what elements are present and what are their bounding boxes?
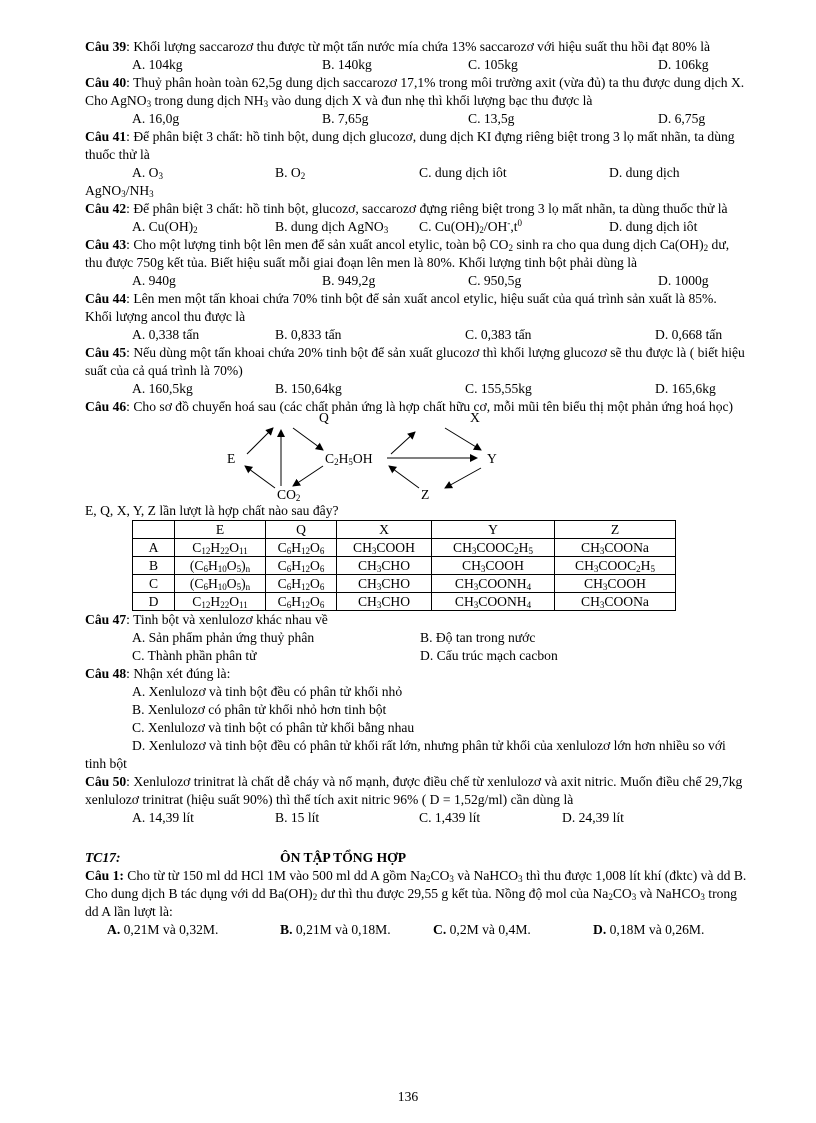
options (107, 921, 747, 939)
question-number: Câu 42 (85, 201, 127, 216)
cell-q: $C_6H_{12}O_6$ (266, 557, 337, 575)
header-cell: E (175, 521, 266, 539)
cell-e: $C_{12}H_{22}O_{11}$ (175, 539, 266, 557)
cell-z: $CH_3COOH$ (555, 575, 676, 593)
option-d[interactable]: D. 165,6kg (655, 381, 716, 396)
option-d[interactable]: D. 0,18M và 0,26M. (593, 922, 705, 937)
option-a[interactable]: A. $O_3$ (132, 165, 163, 181)
header-cell: Z (555, 521, 676, 539)
option-d[interactable]: D. Cấu trúc mạch cacbon (420, 648, 558, 663)
cell-q: $C_6H_{12}O_6$ (266, 539, 337, 557)
option-a[interactable]: A. 0,21M và 0,32M. (107, 922, 219, 937)
cell-e: $C_{12}H_{22}O_{11}$ (175, 593, 266, 611)
question-text: sinh ra cho qua dung dịch Ca(OH) (512, 237, 704, 252)
question-text: : Để phân biệt 3 chất: hồ tinh bột, glucozơ, saccarozơ đựng riêng biệt trong 3 lọ mất nhãn, ta dùng thuốc thử là (126, 201, 728, 216)
cell-e: $(C_6H_{10}O_5)_n$ (175, 557, 266, 575)
arrow-x-to-y (445, 428, 481, 450)
question-number: Câu 47 (85, 612, 127, 627)
question-text: : Thuỷ phân hoàn toàn 62,5g dung dịch saccarozơ 17,1% trong môi trường axit (vừa đủ) ta thu được dung dịch X. Cho AgNO (85, 75, 745, 108)
option-b[interactable]: B. 0,21M và 0,18M. (280, 922, 391, 937)
question-48 (85, 665, 747, 773)
question-46-prompt: E, Q, X, Y, Z lần lượt là hợp chất nào sau đây? (85, 503, 339, 518)
header-cell: X (337, 521, 432, 539)
row-label: A (133, 539, 175, 557)
question-number: Câu 45 (85, 345, 127, 360)
question-text: : Để phân biệt 3 chất: hồ tinh bột, dung dịch glucozơ, dung dịch KI đựng riêng biệt trong 3 lọ mất nhãn, ta dùng thuốc thử là (85, 129, 735, 162)
option-a[interactable]: A. 14,39 lít (132, 810, 194, 825)
question-number: Câu 50 (85, 774, 127, 789)
question-text: : Nhận xét đúng là: (126, 666, 231, 681)
option-d[interactable]: D. 6,75g (658, 111, 706, 126)
option-c[interactable]: C. 155,55kg (465, 381, 532, 396)
options (132, 218, 747, 236)
option-d[interactable]: D. Xenlulozơ và tinh bột đều có phân tử khối rất lớn, nhưng phân tử khối của xenlulozơ lớn hơn nhiều so với tinh bột (85, 738, 726, 771)
arrow-e-to-q (247, 428, 273, 454)
question-text: : Xenlulozơ trinitrat là chất dễ cháy và nổ mạnh, được điều chế từ xenlulozơ và axit nitric. Muốn điều chế 29,7kg xenlulozơ trinitrat (hiệu suất 90%) thì thể tích axit nitric 96% ( D = 1,52g/ml) cần dùng là (85, 774, 743, 807)
label-q: Q (319, 410, 329, 425)
cell-x: $CH_3COOH$ (337, 539, 432, 557)
label-z: Z (421, 487, 430, 502)
header-cell: Y (432, 521, 555, 539)
row-label: B (133, 557, 175, 575)
options (132, 629, 747, 647)
label-c2h5oh: $C_2H_5OH$ (325, 451, 373, 467)
option-d-continued: $AgNO_3/NH_3$ (85, 183, 154, 199)
arrow-z-to-c2h5oh (389, 466, 419, 488)
option-a[interactable]: A. Sản phẩm phản ứng thuỷ phân (132, 630, 315, 645)
cell-y: $CH_3COOH$ (432, 557, 555, 575)
header-cell: Q (266, 521, 337, 539)
arrow-co2-to-e (245, 466, 275, 488)
options (132, 272, 747, 290)
question-text: dư, thu được 750g kết tủa. Biết hiệu suất mỗi giai đoạn lên men là 80%. Khối lượng tinh bột phải dùng là (85, 237, 730, 270)
option-b[interactable]: B. dung dịch AgNO$_3$ (275, 219, 389, 235)
question-text: : Cho sơ đồ chuyển hoá sau (các chất phản ứng là hợp chất hữu cơ, mỗi mũi tên biểu thị một phản ứng hoá học) (126, 399, 734, 414)
option-a[interactable]: A. 0,338 tấn (132, 327, 200, 342)
label-y: Y (487, 451, 497, 466)
label-x: X (470, 410, 480, 425)
option-c[interactable]: C. Thành phần phân tử (132, 648, 257, 663)
row-label: C (133, 575, 175, 593)
cell-y: $CH_3COOC_2H_5$ (432, 539, 555, 557)
option-b[interactable]: B. 150,64kg (275, 381, 342, 396)
table-row-c[interactable] (133, 575, 676, 593)
page-number: 136 (397, 1089, 419, 1104)
question-47 (85, 611, 747, 665)
question-45 (85, 344, 747, 398)
question-number: Câu 48 (85, 666, 127, 681)
options (132, 56, 747, 74)
cell-q: $C_6H_{12}O_6$ (266, 575, 337, 593)
option-c[interactable]: C. 950,5g (468, 273, 522, 288)
option-c[interactable]: C. 105kg (468, 57, 518, 72)
question-50 (85, 773, 747, 827)
option-c[interactable]: C. 0,383 tấn (465, 327, 532, 342)
question-number: Câu 1: (85, 868, 124, 883)
question-text: : Khối lượng saccarozơ thu được từ một tấn nước mía chứa 13% saccarozơ với hiệu suất thu hồi đạt 80% là (126, 39, 711, 54)
option-a[interactable]: A. 104kg (132, 57, 183, 72)
options (132, 809, 747, 827)
table-row-a[interactable] (133, 539, 676, 557)
answer-table (132, 520, 676, 611)
options (132, 647, 747, 665)
options (132, 326, 747, 344)
question-text: vào dung dịch X và đun nhẹ thì khối lượng bạc thu được là (268, 93, 593, 108)
option-b[interactable]: B. 949,2g (322, 273, 376, 288)
question-40: Câu 40: Thuỷ phân hoàn toàn 62,5g dung dịch saccarozơ 17,1% trong môi trường axit (vừa đủ) ta thu được dung dịch X. Cho AgNO$_3$ trong dung dịch $NH_3$ vào dung dịch X và đun nhẹ thì khối lượng bạc thu được là A. 16,0g B. 7,65g C. 13,5g D. 6,75g (85, 74, 747, 128)
option-d[interactable]: D. 1000g (658, 273, 709, 288)
option-b[interactable]: B. Độ tan trong nước (420, 630, 536, 645)
option-a[interactable]: A. 160,5kg (132, 381, 193, 396)
reaction-diagram (85, 410, 747, 503)
option-b[interactable]: B. Xenlulozơ có phân tử khối nhỏ hơn tinh bột (132, 702, 387, 717)
question-43: Câu 43: Cho một lượng tinh bột lên men để sản xuất ancol etylic, toàn bộ $CO_2$ sinh ra cho qua dung dịch $Ca(OH)_2$ dư, thu được 750g kết tủa. Biết hiệu suất mỗi giai đoạn lên men là 80%. Khối lượng tinh bột phải dùng là A. 940g B. 949,2g C. 950,5g D. 1000g (85, 236, 747, 290)
table-row-d[interactable] (133, 593, 676, 611)
question-text: : Lên men một tấn khoai chứa 70% tinh bột để sản xuất ancol etylic, hiệu suất của quá trình sản xuất là 85%. Khối lượng ancol thu được là (85, 291, 717, 324)
question-number: Câu 43 (85, 237, 127, 252)
section-code: TC17: (85, 850, 121, 865)
cell-x: $CH_3CHO$ (337, 593, 432, 611)
cell-x: $CH_3CHO$ (337, 557, 432, 575)
options (132, 380, 747, 398)
question-text: : Tinh bột và xenlulozơ khác nhau về (126, 612, 328, 627)
arrow-c2h5oh-to-co2 (293, 466, 323, 486)
arrow-c2h5oh-to-x (391, 432, 415, 454)
question-46 (85, 398, 747, 611)
option-a[interactable]: A. 940g (132, 273, 176, 288)
question-text: trong dung dịch NH (151, 93, 264, 108)
option-c[interactable]: C. 13,5g (468, 111, 515, 126)
option-b[interactable]: B. 15 lít (275, 810, 320, 825)
option-b[interactable]: B. 7,65g (322, 111, 369, 126)
arrow-q-to-c2h5oh (293, 428, 323, 450)
question-number: Câu 41 (85, 129, 127, 144)
option-d[interactable]: D. 0,668 tấn (655, 327, 723, 342)
option-a[interactable]: A. 16,0g (132, 111, 180, 126)
page-content (85, 38, 747, 939)
option-c[interactable]: C. Xenlulozơ và tinh bột có phân tử khối bằng nhau (132, 720, 415, 735)
cell-e: $(C_6H_{10}O_5)_n$ (175, 575, 266, 593)
option-b[interactable]: B. 140kg (322, 57, 372, 72)
question-number: Câu 44 (85, 291, 127, 306)
option-a[interactable]: A. $Cu(OH)_2$ (132, 219, 198, 235)
table-row-b[interactable] (133, 557, 676, 575)
question-number: Câu 40 (85, 75, 127, 90)
table-header-row (133, 521, 676, 539)
label-co2: $CO_2$ (277, 487, 301, 503)
cell-q: $C_6H_{12}O_6$ (266, 593, 337, 611)
option-d[interactable]: D. dung dịch (609, 165, 680, 180)
question-text: : Nếu dùng một tấn khoai chứa 20% tinh bột để sản xuất glucozơ thì khối lượng glucozơ sẽ thu được là ( biết hiệu suất của cả quá trình là 70%) (85, 345, 745, 378)
option-c[interactable]: C. dung dịch iôt (419, 165, 507, 180)
cell-y: $CH_3COONH_4$ (432, 593, 555, 611)
row-label: D (133, 593, 175, 611)
option-b[interactable]: B. $O_2$ (275, 165, 306, 181)
cell-y: $CH_3COONH_4$ (432, 575, 555, 593)
cell-x: $CH_3CHO$ (337, 575, 432, 593)
option-d[interactable]: D. 106kg (658, 57, 709, 72)
question-number: Câu 39 (85, 39, 127, 54)
cell-z: $CH_3COONa$ (555, 539, 676, 557)
question-39 (85, 38, 747, 74)
option-d[interactable]: D. 24,39 lít (562, 810, 624, 825)
question-41 (85, 128, 747, 200)
option-b[interactable]: B. 0,833 tấn (275, 327, 342, 342)
label-e: E (227, 451, 236, 466)
option-a[interactable]: A. Xenlulozơ và tinh bột đều có phân tử khối nhỏ (132, 684, 403, 699)
question-text: : Cho một lượng tinh bột lên men để sản xuất ancol etylic, toàn bộ CO (126, 237, 509, 252)
cell-z: $CH_3COONa$ (555, 593, 676, 611)
section-header (85, 849, 747, 867)
option-d[interactable]: D. dung dịch iôt (609, 219, 698, 234)
section-title: ÔN TẬP TỔNG HỢP (280, 850, 407, 865)
reaction-arrows (85, 416, 747, 496)
question-44 (85, 290, 747, 344)
arrow-y-to-z (445, 468, 481, 488)
cell-z: $CH_3COOC_2H_5$ (555, 557, 676, 575)
options (132, 110, 747, 128)
tc17-question-1: Câu 1: Cho từ từ 150 ml dd HCl 1M vào 500 ml dd A gồm $Na_2CO_3$ và NaHCO$_3$ thì thu được 1,008 lít khí (đktc) và dd B. Cho dung dịch B tác dụng với dd $Ba(OH)_2$ dư thì thu được 29,55 g kết tủa. Nồng độ mol của $Na_2CO_3$ và NaHCO$_3$ trong dd A lần lượt là: A. 0,21M và 0,32M. B. 0,21M và 0,18M. C. 0,2M và 0,4M. D. 0,18M và 0,26M. (85, 868, 747, 937)
question-42 (85, 200, 747, 236)
question-number: Câu 46 (85, 399, 127, 414)
header-cell (133, 521, 175, 539)
options (132, 164, 747, 182)
option-c[interactable]: C. 1,439 lít (419, 810, 481, 825)
option-c[interactable]: C. $Cu(OH)_2/OH^-,t^0$ (419, 218, 523, 235)
option-c[interactable]: C. 0,2M và 0,4M. (433, 922, 531, 937)
